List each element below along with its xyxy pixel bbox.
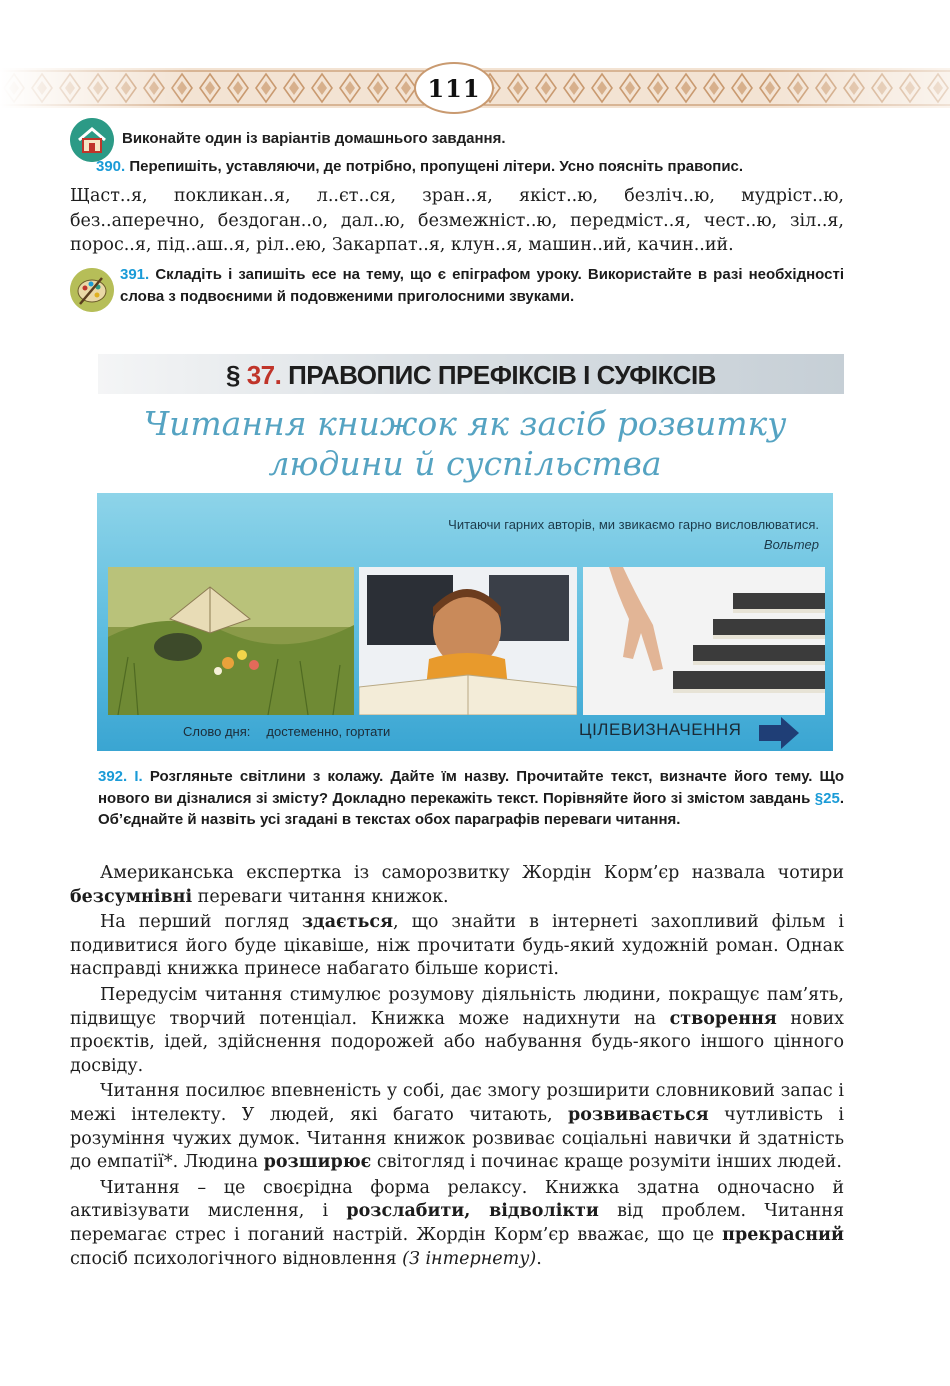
photo-boy-reading xyxy=(359,567,577,715)
lesson-topic-line1: Читання книжок як засіб розвитку xyxy=(143,404,787,443)
homework-title: Виконайте один із варіантів домашнього завдання. xyxy=(122,130,506,147)
word-of-day-words: достеменно, гортати xyxy=(266,724,391,739)
task-390-text: Перепишіть, уставляючи, де потрібно, пропущені літери. Усно поясніть правопис. xyxy=(129,158,744,175)
bold-word: створення xyxy=(669,1008,777,1029)
task-391-number: 391. xyxy=(120,266,150,283)
bold-word: розслабити, відволікти xyxy=(346,1201,599,1222)
page-number-badge xyxy=(414,62,494,114)
task-392-paragraph-ref: §25 xyxy=(814,789,840,807)
text-run: Читання посилює впевненість у собі, дає змогу розширити словниковий запас і межі інтелекту. У людей, які багато читають, xyxy=(70,1081,844,1125)
bold-word: розвивається xyxy=(568,1104,709,1125)
lesson-topic-line2: людини й суспільства xyxy=(268,444,662,483)
photo-collage xyxy=(97,493,833,751)
section-title xyxy=(98,360,844,391)
section-heading-bar xyxy=(98,354,844,394)
section-number: 37. xyxy=(246,360,282,390)
text-run: Читання – це своєрідна форма релаксу. Книжка здатна одночасно й активізувати мислення, і xyxy=(70,1177,844,1222)
page-number: 111 xyxy=(427,73,481,103)
task-391-instruction xyxy=(120,264,844,308)
section-sign: § xyxy=(226,360,247,390)
task-390-instruction xyxy=(96,158,743,175)
text-run: переваги читання книжок. xyxy=(192,886,449,907)
palette-icon xyxy=(70,268,114,312)
bold-word: розширює xyxy=(263,1152,372,1173)
word-of-day-label: Слово дня: xyxy=(183,724,251,739)
text-run: Передусім читання стимулює розумову діяльність людини, покращує пам’ять, підвищує творчий потенціал. Книжка може надихнути на xyxy=(70,984,844,1029)
paragraph-4 xyxy=(70,1080,844,1174)
goal-setting-label: ЦІЛЕВИЗНАЧЕННЯ xyxy=(579,720,742,739)
task-392-text-2: . Об’єднайте й назвіть усі згадані в текстах обох параграфів переваги читання. xyxy=(98,789,844,828)
text-run: На перший погляд xyxy=(100,912,302,933)
text-run: , що знайти в інтернеті захопливий фільм і подивитися його буде цікавіше, ніж прочитати будь-який художній роман. Однак насправді книжка принесе набагато більше користі. xyxy=(70,912,844,980)
task-392 xyxy=(98,766,844,831)
text-run: нових проєктів, ідей, здійснення подорожей або набування будь-якого іншого цінного досвіду. xyxy=(70,1008,844,1076)
task-390-exercise: Щаст..я, покликан..я, л..єт..ся, зран..я, якіст..ю, безліч..ю, мудріст..ю, без..аперечно, бездоган..о, дал..ю, безмежніст..ю, передміст..я, чест..ю, зіл..я, порос..я, під..аш..я, ріл..ею, Закарпат..я, клун..я, машин..ий, качин..ий. xyxy=(70,186,844,255)
word-of-day xyxy=(183,724,390,739)
collage-footer xyxy=(97,715,833,751)
collage-quote xyxy=(97,515,819,555)
text-run: світогляд і починає краще розуміти інших людей. xyxy=(371,1152,842,1173)
task-392-text-1: Розгляньте світлини з колажу. Дайте їм назву. Прочитайте текст, визначте його тему. Що нового ви дізналися зі змісту? Докладно перекажіть текст. Порівняйте його зі змістом завдань xyxy=(98,768,844,807)
arrow-right-icon xyxy=(757,715,801,751)
task-391-text: Складіть і запишіть есе на тему, що є епіграфом уроку. Використайте в разі необхідності слова з подвоєними й подовженими приголосними звуками. xyxy=(120,266,844,305)
task-390-number: 390. xyxy=(96,158,126,175)
house-icon xyxy=(70,118,114,162)
bold-word: прекрасний xyxy=(722,1224,844,1245)
source-note: (З інтернету) xyxy=(402,1248,537,1269)
paragraph-3 xyxy=(70,984,844,1078)
paragraph-1 xyxy=(70,862,844,909)
photo-fingers-climbing-books xyxy=(583,567,825,715)
section-title-text: ПРАВОПИС ПРЕФІКСІВ І СУФІКСІВ xyxy=(281,360,716,390)
reading-text xyxy=(70,862,844,1273)
text-run: . xyxy=(536,1248,542,1269)
text-run: Американська експертка із саморозвитку Жордін Корм’єр назвала чотири xyxy=(100,863,844,883)
text-run: чутливість і розуміння чужих думок. Читання книжок розвиває соціальні навички й здатність до емпатії*. Людина xyxy=(70,1104,844,1173)
text-run: від проблем. Читання перемагає стрес і поганий настрій. Жордін Корм’єр вважає, що це xyxy=(70,1201,844,1245)
photo-reading-in-grass xyxy=(108,567,354,715)
lesson-topic xyxy=(120,404,810,484)
paragraph-5 xyxy=(70,1177,844,1271)
bold-word: здається xyxy=(301,912,394,933)
paragraph-2 xyxy=(70,911,844,982)
quote-text: Читаючи гарних авторів, ми звикаємо гарно висловлюватися. xyxy=(448,517,819,532)
bold-word: безсумнівні xyxy=(70,886,193,907)
quote-author: Вольтер xyxy=(763,537,819,552)
task-392-number: 392. I. xyxy=(98,768,143,785)
text-run: спосіб психологічного відновлення xyxy=(70,1248,403,1269)
